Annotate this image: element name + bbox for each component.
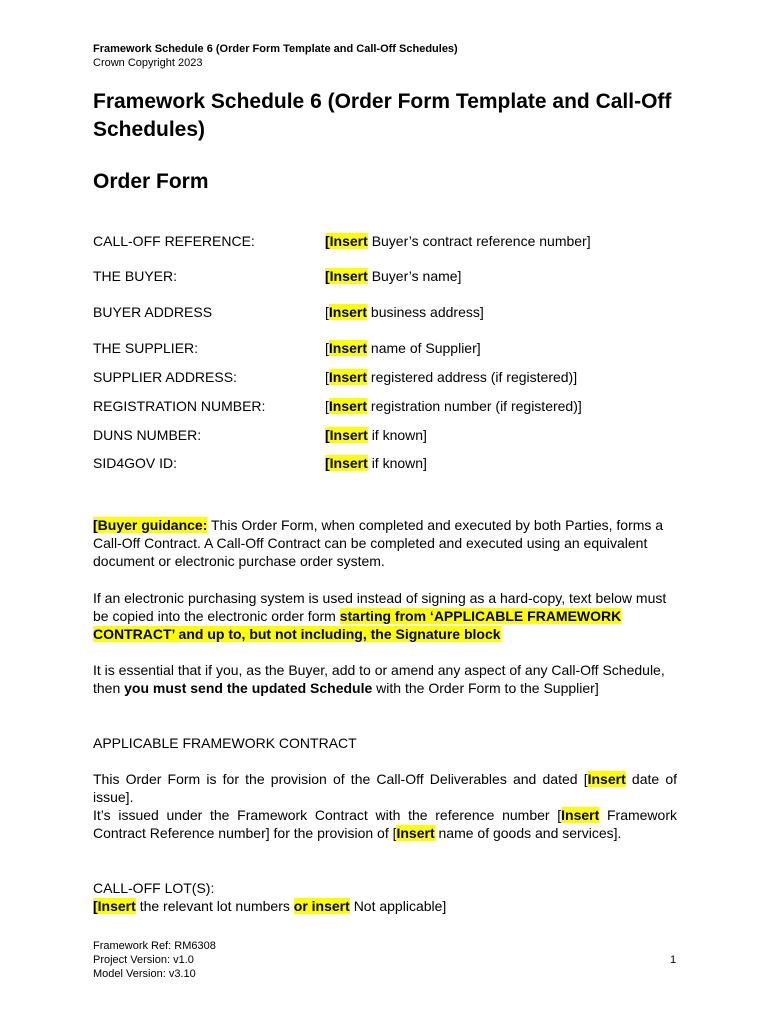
field-label: CALL-OFF REFERENCE: <box>93 233 255 249</box>
header-title: Framework Schedule 6 (Order Form Template and Call-Off Schedules) <box>93 43 458 55</box>
field-value: [Insert if known] <box>325 455 427 471</box>
applicable-contract-text: This Order Form is for the provision of the Call-Off Deliverables and dated [Insert date of issue]. It’s issued under the Framework Contract with the reference number [Insert Framework Contract Reference number] for the provision of [Insert name of goods and services]. <box>93 771 677 841</box>
field-label: BUYER ADDRESS <box>93 304 213 320</box>
call-off-lots: CALL-OFF LOT(S): [Insert the relevant lot numbers or insert Not applicable] <box>93 880 447 914</box>
field-label: DUNS NUMBER: <box>93 427 202 443</box>
page-number: 1 <box>670 954 677 966</box>
buyer-guidance-paragraph: [Buyer guidance: This Order Form, when completed and executed by both Parties, forms a Call-Off Contract. A Call-Off Contract can be completed and executed using an equivalent document or electronic purchase order system. <box>93 517 664 569</box>
field-value: [Insert registration number (if registered)] <box>325 398 582 414</box>
field-value: [Insert Buyer’s name] <box>325 268 462 284</box>
field-label: REGISTRATION NUMBER: <box>93 398 266 414</box>
order-form-heading: Order Form <box>93 170 209 193</box>
electronic-system-paragraph: If an electronic purchasing system is used instead of signing as a hard-copy, text below must be copied into the electronic order form starting from ‘APPLICABLE FRAMEWORK CONTRACT’ and up to, but not including, the Signature block <box>93 590 667 642</box>
framework-ref: Framework Ref: RM6308 <box>93 940 216 952</box>
lots-heading: CALL-OFF LOT(S): <box>93 880 215 896</box>
field-label: SID4GOV ID: <box>93 455 178 471</box>
applicable-contract-heading: APPLICABLE FRAMEWORK CONTRACT <box>93 735 357 751</box>
document-title: Framework Schedule 6 (Order Form Template and Call-Off Schedules) <box>93 90 672 141</box>
field-value: [Insert Buyer’s contract reference number] <box>325 233 591 249</box>
header-copyright: Crown Copyright 2023 <box>93 57 203 69</box>
footer-info <box>93 939 216 981</box>
model-version: Model Version: v3.10 <box>93 968 196 980</box>
field-value: [Insert if known] <box>325 427 427 443</box>
field-value: [Insert business address] <box>325 304 484 320</box>
field-label: THE SUPPLIER: <box>93 340 199 356</box>
guidance-tag: [Buyer guidance: <box>93 517 208 533</box>
field-label: THE BUYER: <box>93 268 178 284</box>
field-value: [Insert name of Supplier] <box>325 340 481 356</box>
field-label: SUPPLIER ADDRESS: <box>93 369 237 385</box>
project-version: Project Version: v1.0 <box>93 954 194 966</box>
amend-schedule-paragraph: It is essential that if you, as the Buyer, add to or amend any aspect of any Call-Off Schedule, then you must send the updated Schedule with the Order Form to the Supplier] <box>93 662 665 696</box>
field-value: [Insert registered address (if registered)] <box>325 369 578 385</box>
